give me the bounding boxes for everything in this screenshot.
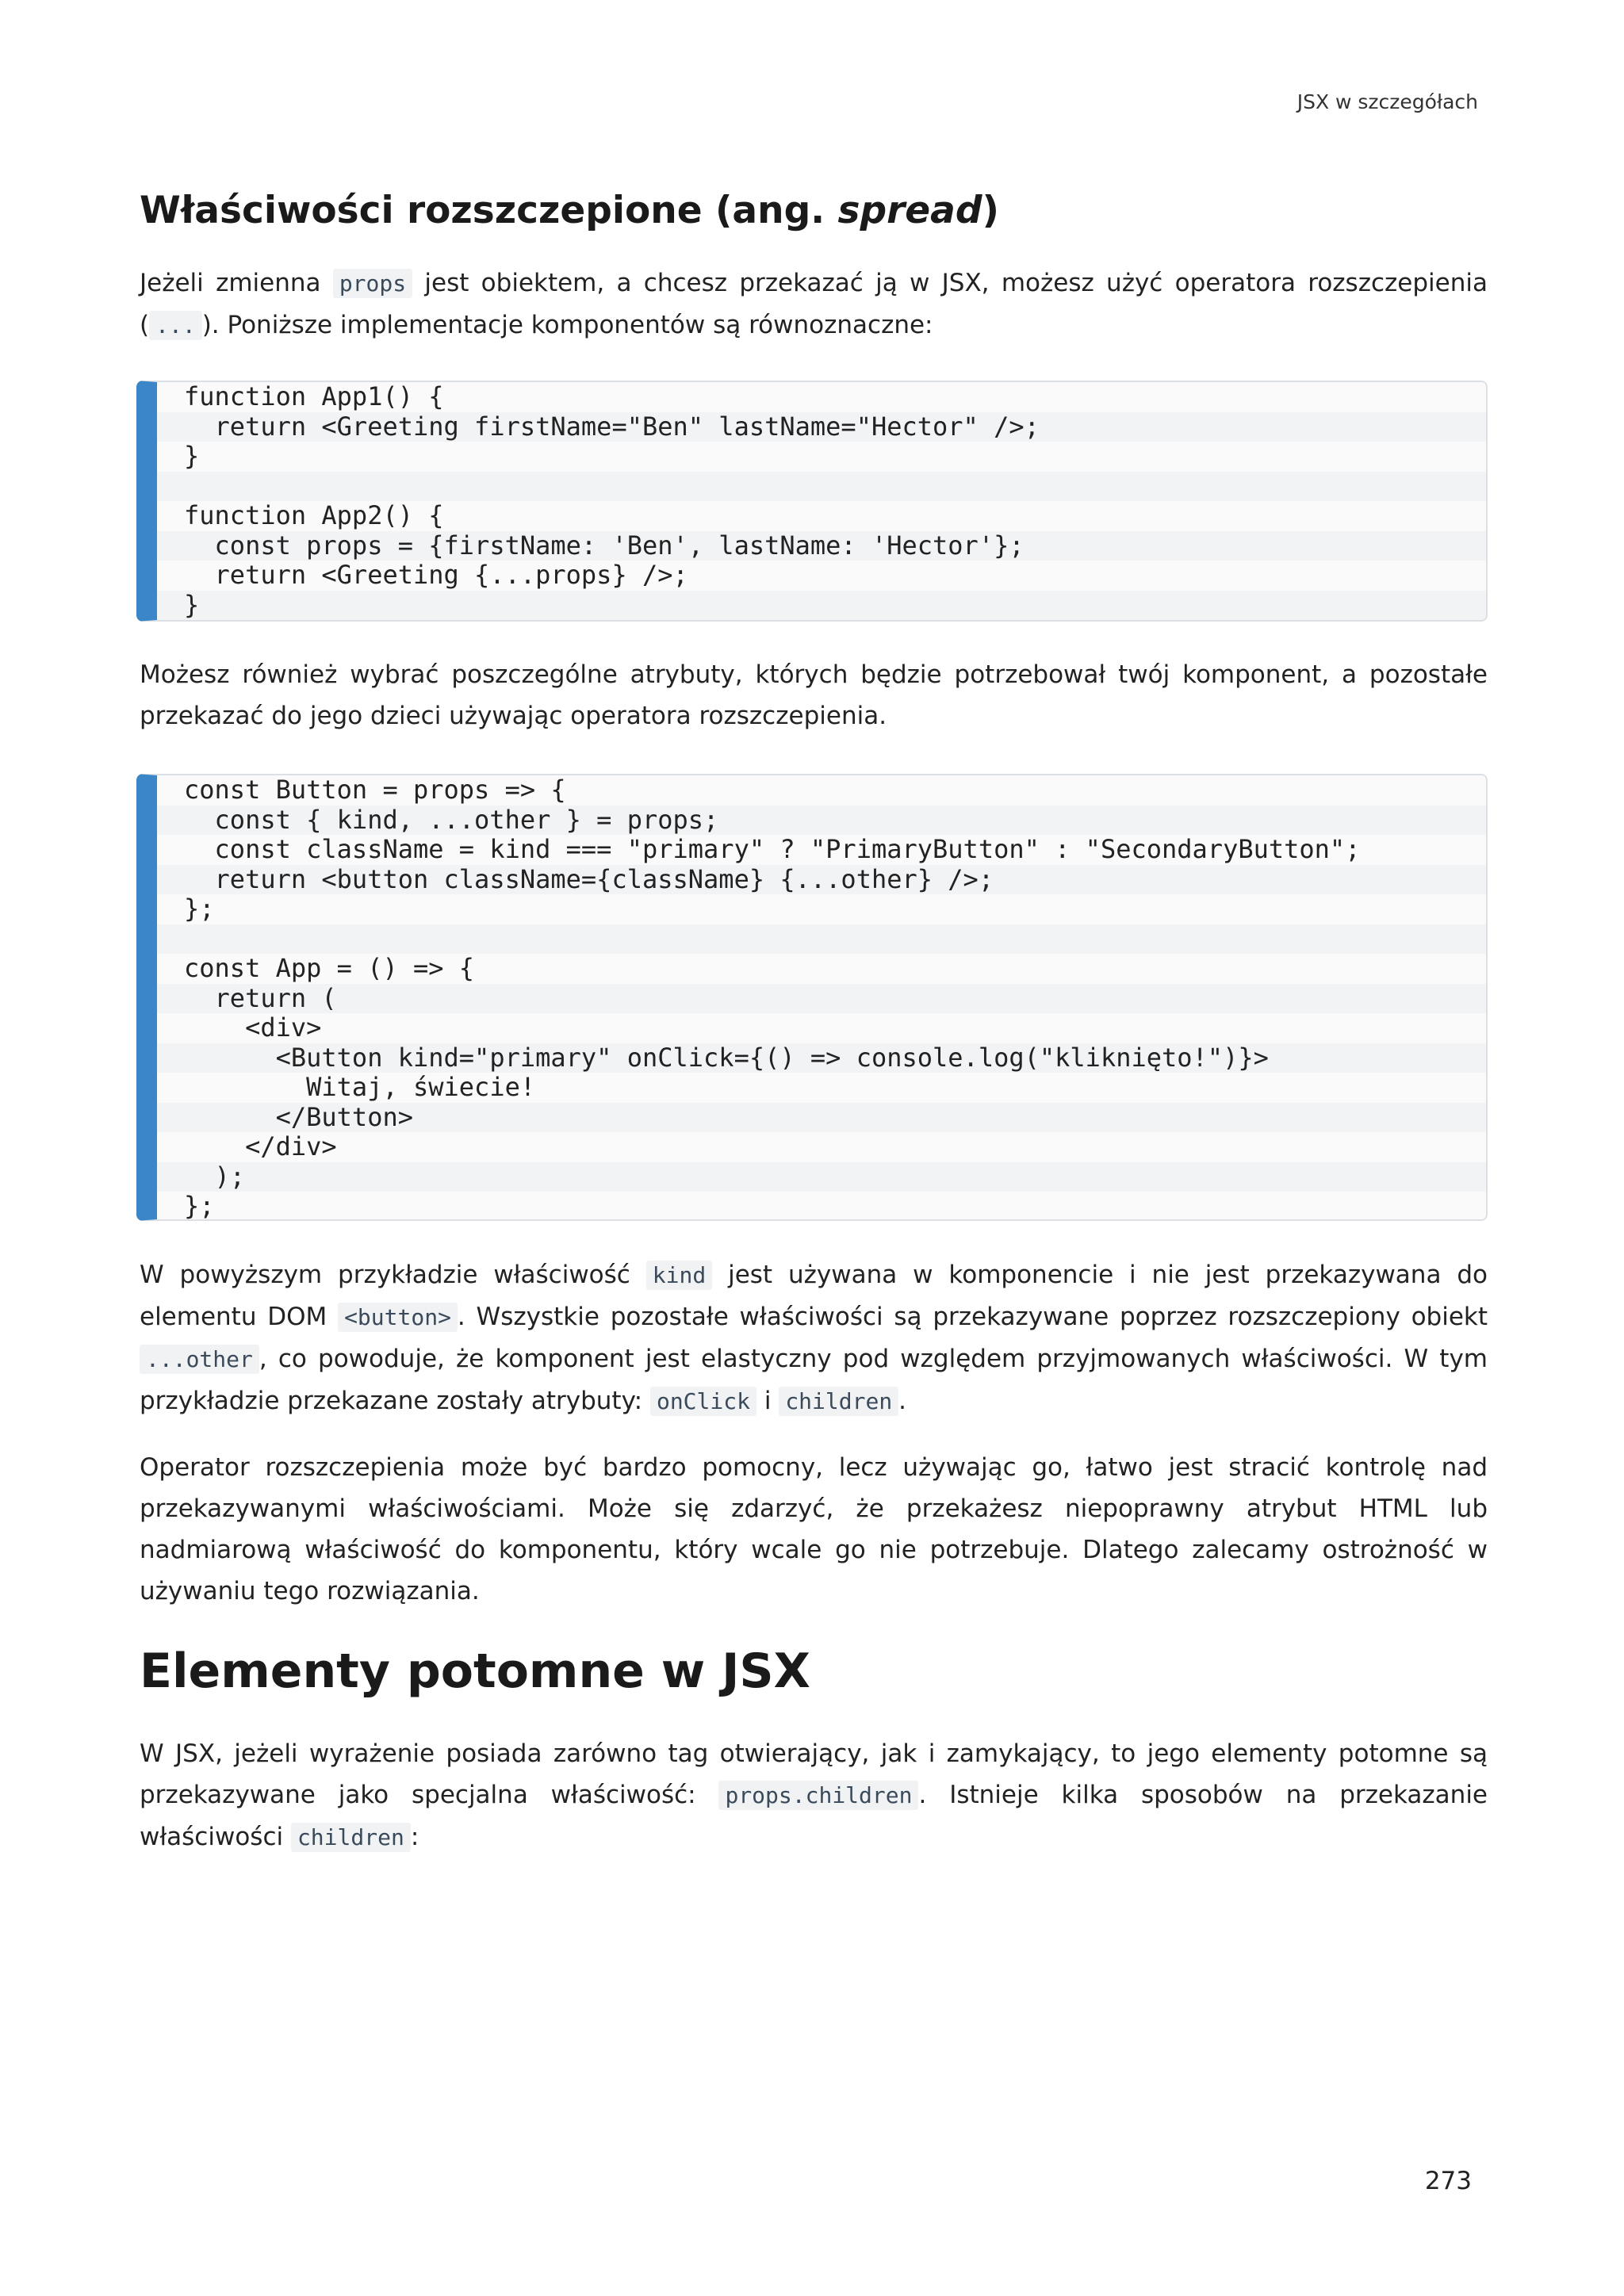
text: . Wszystkie pozostałe właściwości są przekazywane poprzez rozszczepiony obiekt (457, 1303, 1488, 1331)
inline-code-kind: kind (646, 1261, 712, 1290)
code-line: ); (157, 1162, 1486, 1192)
code-line: </div> (184, 1131, 337, 1161)
code-line: } (157, 591, 1486, 621)
code-line: }; (184, 1191, 215, 1221)
inline-code-onclick: onClick (650, 1387, 756, 1416)
inline-code-props: props (333, 269, 412, 298)
heading-emphasis: spread (837, 189, 982, 232)
code-line (157, 924, 1486, 955)
text: W JSX, jeżeli wyrażenie posiada zarówno tag otwierający, jak i zamykający, to jego elementy potomne są przekazywane jako specjalna właściwość: (140, 1739, 1488, 1809)
section-heading-children: Elementy potomne w JSX (140, 1644, 810, 1699)
text: Jeżeli zmienna (140, 269, 333, 297)
code-line: return <Greeting firstName="Ben" lastName="Hector" />; (157, 412, 1486, 442)
code-line: return <button className={className} {...other} />; (157, 865, 1486, 895)
paragraph-spread-intro (140, 262, 1488, 346)
inline-code-other: ...other (140, 1345, 259, 1374)
running-header: JSX w szczegółach (1297, 90, 1478, 113)
inline-code-children-prop: children (291, 1823, 411, 1852)
code-line: const className = kind === "primary" ? "PrimaryButton" : "SecondaryButton"; (184, 834, 1361, 864)
code-line: function App1() { (184, 381, 444, 411)
text: : (410, 1823, 419, 1851)
heading-prefix: Właściwości rozszczepione (ang. (140, 189, 838, 232)
inline-code-button: <button> (338, 1303, 458, 1332)
code-line: Witaj, świecie! (184, 1072, 536, 1102)
code-line: const Button = props => { (184, 775, 566, 805)
page-number: 273 (1424, 2167, 1472, 2195)
text: , co powoduje, że komponent jest elastyczny pod względem przyjmowanych właściwości. W tym przykładzie przekazane zostały atrybuty: (140, 1345, 1488, 1415)
code-block-button-component (136, 774, 1488, 1221)
text: W powyższym przykładzie właściwość (140, 1261, 646, 1289)
code-line: <Button kind="primary" onClick={() => console.log("kliknięto!")}> (157, 1043, 1486, 1073)
code-line: const App = () => { (184, 953, 475, 983)
code-line: }; (184, 894, 215, 924)
inline-code-children: children (779, 1387, 898, 1416)
paragraph-spread-warning: Operator rozszczepienia może być bardzo pomocny, lecz używając go, łatwo jest stracić kontrolę nad przekazywanymi właściwościami. Może się zdarzyć, że przekażesz niepoprawny atrybut HTML lub nadmiarową właściwość do komponentu, który wcale go nie potrzebuje. Dlatego zalecamy ostrożność w używaniu tego rozwiązania. (140, 1453, 1488, 1605)
text: i (756, 1387, 779, 1415)
paragraph-children-intro (140, 1733, 1488, 1858)
text: ). Poniższe implementacje komponentów są równoznaczne: (201, 311, 933, 339)
code-line: } (184, 441, 200, 471)
inline-code-spread-operator: ... (149, 311, 202, 340)
code-line (157, 472, 1486, 502)
code-block-app-components (136, 381, 1488, 622)
code-line: return ( (157, 984, 1486, 1014)
code-line: function App2() { (184, 500, 444, 530)
inline-code-props-children: props.children (718, 1781, 918, 1810)
text: jest obiektem, a chcesz przekazać ją w JSX, możesz użyć operatora rozszczepienia ( (140, 269, 1488, 339)
paragraph-kind-explanation (140, 1254, 1488, 1422)
text: jest używana w komponencie i nie jest przekazywana do elementu DOM (140, 1261, 1488, 1331)
text: . Istnieje kilka sposobów na przekazanie właściwości (140, 1781, 1488, 1851)
code-line: const props = {firstName: 'Ben', lastName: 'Hector'}; (157, 531, 1486, 561)
text: . (898, 1387, 907, 1415)
heading-suffix: ) (982, 189, 1000, 232)
section-heading-spread (140, 189, 999, 232)
paragraph-select-attributes: Możesz również wybrać poszczególne atrybuty, których będzie potrzebował twój komponent, a pozostałe przekazać do jego dzieci używając operatora rozszczepienia. (140, 660, 1488, 730)
code-line: const { kind, ...other } = props; (157, 806, 1486, 836)
code-line: return <Greeting {...props} />; (184, 560, 688, 590)
code-line: <div> (184, 1012, 322, 1043)
code-line: </Button> (157, 1103, 1486, 1133)
